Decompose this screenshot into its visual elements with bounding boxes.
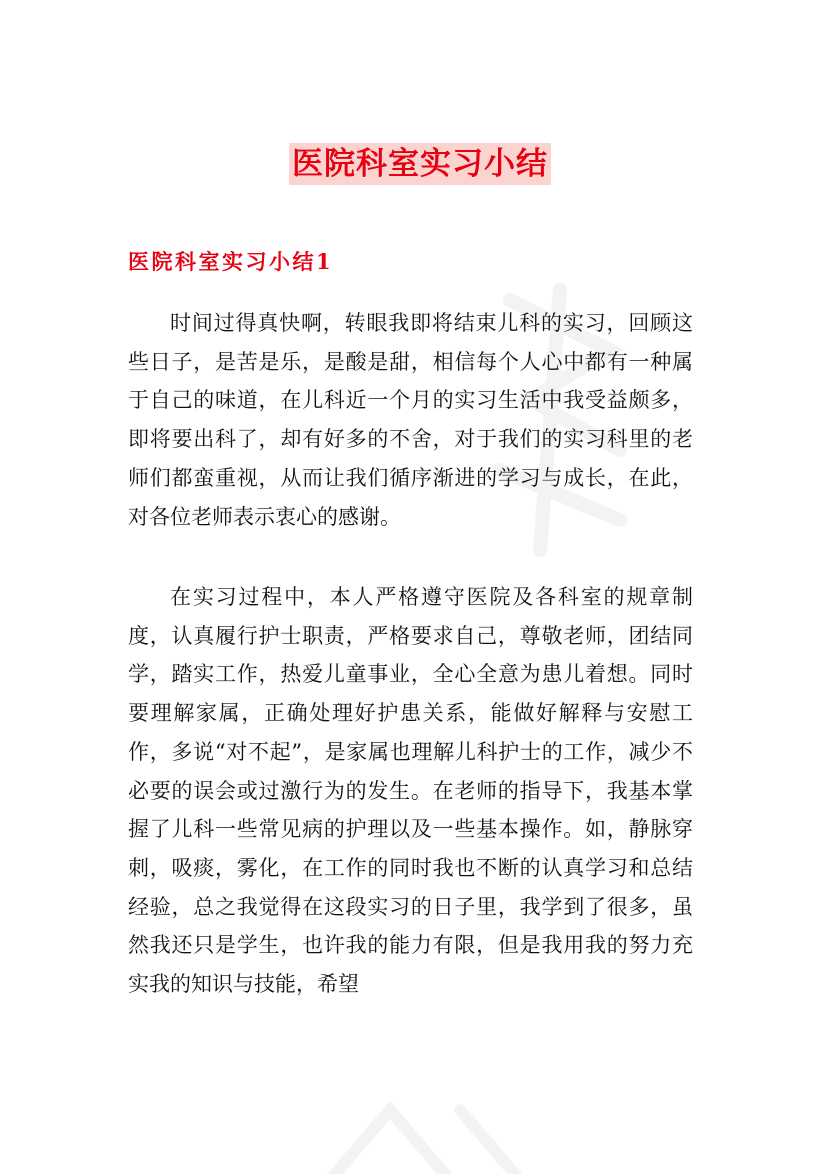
document-title: 医院科室实习小结	[289, 143, 551, 185]
body-paragraph-1: 时间过得真快啊，转眼我即将结束儿科的实习，回顾这些日子，是苦是乐，是酸是甜，相信每个人心中都有一种属于自己的味道，在儿科近一个月的实习生活中我受益颇多，即将要出科了，却有好多的不舍，对于我们的实习科里的老师们都蛮重视，从而让我们循序渐进的学习与成长，在此，对各位老师表示衷心的感谢。	[128, 311, 693, 529]
body-paragraph-2: 在实习过程中，本人严格遵守医院及各科室的规章制度，认真履行护士职责，严格要求自己，尊敬老师，团结同学，踏实工作，热爱儿童事业，全心全意为患儿着想。同时要理解家属，正确处理好护患关系，能做好解释与安慰工作，多说“对不起”，是家属也理解儿科护士的工作，减少不必要的误会或过激行为的发生。在老师的指导下，我基本掌握了儿科一些常见病的护理以及一些基本操作。如，静脉穿刺，吸痰，雾化，在工作的同时我也不断的认真学习和总结经验，总之我觉得在这段实习的日子里，我学到了很多，虽然我还只是学生，也许我的能力有限，但是我用我的努力充实我的知识与技能，希望	[128, 585, 693, 997]
section-heading: 医院科室实习小结1	[128, 249, 334, 274]
watermark-icon-bottom	[300, 1090, 540, 1174]
